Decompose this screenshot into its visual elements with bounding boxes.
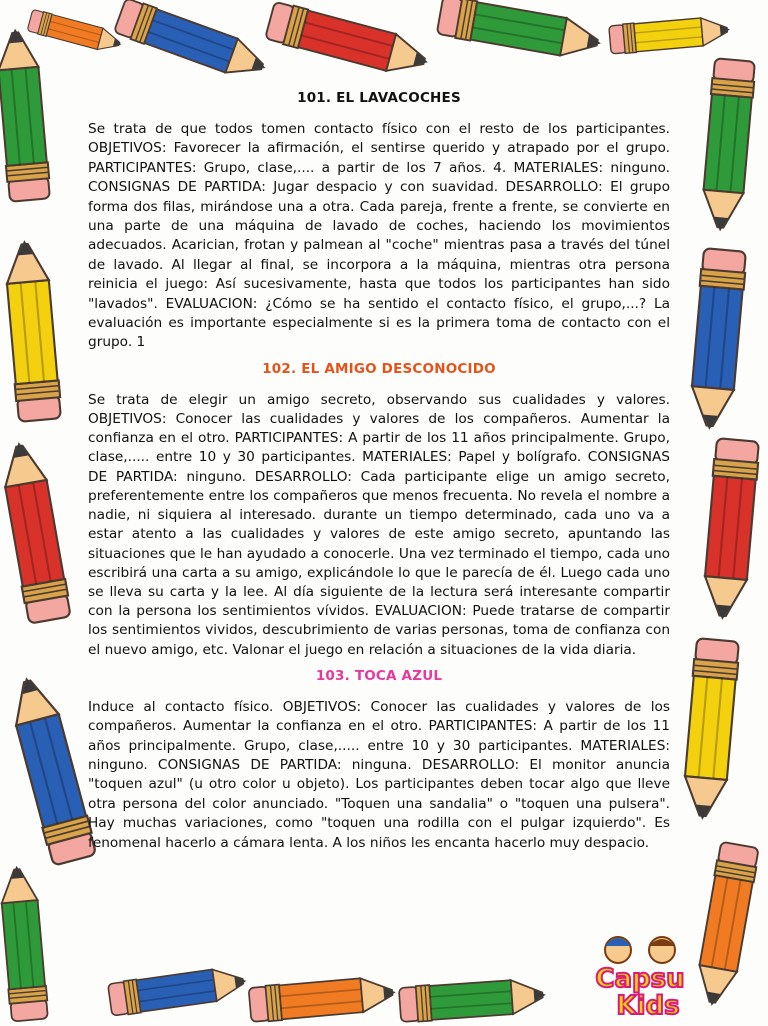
pencil-icon: [0, 438, 72, 624]
pencil-icon: [2, 238, 62, 422]
pencil-icon: [399, 977, 547, 1023]
pencil-icon: [27, 9, 124, 56]
section-body-3: Induce al contacto físico. OBJETIVOS: Conocer las cualidades y valores de los compañeros. Aumentar la confianza en el otro. PARTICIPANTES: A partir de los 11 años principalmente. Grupo, clase,..... entre 10 y 30 participantes. MATERIALES: ninguno. CONSIGNAS DE PARTIDA: ninguna. DESARROLLO: El monitor anuncia "toquen azul" (u otro color u objeto). Los participantes deben tocar algo que lleve otra persona del color anunciado. "Toquen una sandalia" o "toquen una pulsera". Hay muchas variaciones, como "toquen una rodilla con el pulgar izquierdo". Es fenomenal hacerlo a cámara lenta. A los niños les encanta hacerlo muy despacio.: [88, 698, 670, 851]
capsu-kids-logo: [580, 932, 700, 1022]
pencil-icon: [609, 15, 732, 55]
pencil-icon: [108, 964, 249, 1016]
logo-line-2: Kids: [616, 991, 680, 1021]
pencil-icon: [265, 1, 433, 82]
logo-line-1: Capsu: [595, 964, 685, 994]
pencil-icon: [680, 638, 740, 822]
pencil-icon: [0, 864, 49, 1022]
section-title-2: 102. EL AMIGO DESCONOCIDO: [262, 360, 496, 377]
section-title-1: 101. EL LAVACOCHES: [297, 90, 461, 106]
pencil-icon: [114, 0, 272, 86]
pencil-icon: [699, 58, 756, 233]
pencil-icon: [700, 438, 760, 622]
pencil-icon: [687, 248, 747, 432]
section-body-2: Se trata de elegir un amigo secreto, observando sus cualidades y valores. OBJETIVOS: Conocer las cualidades y valores de los compañeros. Aumentar la confianza en el otro. PARTICIPANTES: A partir de los 11 años principalmente. Grupo, clase,..... entre 10 y 30 participantes. MATERIALES: Papel y bolígrafo. CONSIGNAS DE PARTIDA: ninguno. DESARROLLO: Cada participante elige un amigo secreto, preferentemente entre los compañeros que menos frecuenta. No revela el nombre a nadie, ni siquiera al interesado. durante un tiempo determinado, cada uno va a estar atento a las cualidades y valores de este amigo secreto, apuntando las situaciones que le han ayudado a conocerle. Una vez terminado el tiempo, cada uno escribirá una carta a su amigo, explicándole lo que le parecía de él. Luego cada uno se lleva su carta y la lee. Al día siguiente de la lectura será interesante compartir con la persona los sentimientos vívidos. EVALUACION: Puede tratarse de compartir los sentimientos vividos, descubrimiento de varias personas, toma de confianza con el nuevo amigo, etc. Valonar el juego en relación a situaciones de la vida diaria.: [88, 391, 670, 658]
document-body: [88, 90, 670, 861]
section-title-3: 103. TOCA AZUL: [315, 667, 443, 684]
pencil-icon: [248, 974, 397, 1022]
pencil-icon: [437, 0, 605, 63]
pencil-icon: [692, 842, 760, 1010]
pencil-icon: [4, 671, 98, 866]
section-body-1: Se trata de que todos tomen contacto físico con el resto de los participantes. OBJETIVOS: Favorecer la afirmación, el sentirse querido y atrapado por el grupo. PARTICIPANTES: Grupo, clase,.... a partir de los 7 años. 4. MATERIALES: ninguno. CONSIGNAS DE PARTIDA: Jugar despacio y con suavidad. DESARROLLO: El grupo forma dos filas, mirándose una a otra. Cada pareja, frente a frente, se convierte en una parte de una máquina de lavado de coches, haciendo los movimientos adecuados. Acarician, frotan y palmean al "coche" mientras pasa a través del túnel de lavado. Al llegar al final, se incorpora a la máquina, mientras otra persona reinicia el juego: Así sucesivamente, hasta que todos los participantes han sido "lavados". EVALUACION: ¿Cómo se ha sentido el contacto físico, el grupo,...? La evaluación es importante especialmente si es la primera toma de contacto con el grupo. 1: [88, 121, 670, 351]
pencil-icon: [0, 27, 51, 202]
